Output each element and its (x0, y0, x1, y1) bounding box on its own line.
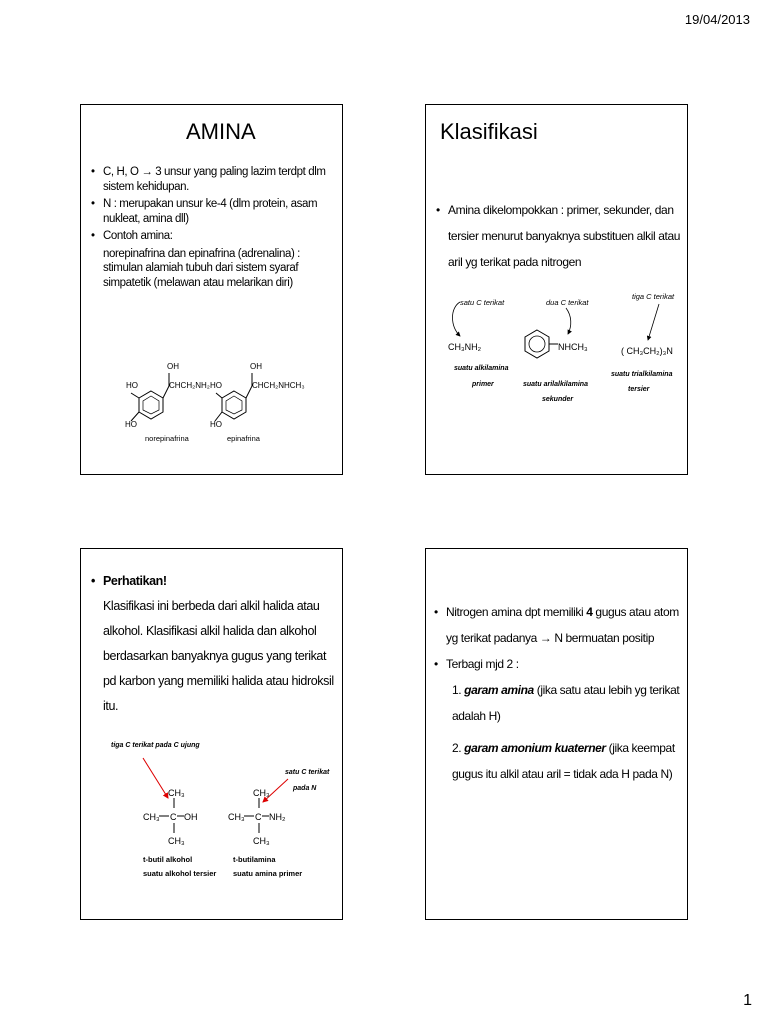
bullet-item (434, 599, 684, 651)
formula: NH₂ (269, 812, 286, 822)
item-term: garam amonium kuaterner (464, 741, 606, 755)
annotation-label: satu C terikat (460, 298, 505, 307)
slide-title: AMINA (186, 119, 256, 144)
formula: CH₃ (228, 812, 245, 822)
ho-label: HO (210, 420, 222, 429)
slide-klasifikasi (425, 104, 688, 475)
example-text: norepinafrina dan epinafrina (adrenalina) : stimulan alamiah tubuh dari sistem syaraf simpatetik (melawan atau melarikan diri) (103, 247, 300, 289)
bullet-item: • Contoh amina: (91, 229, 331, 244)
annotation-note: pada N (293, 785, 317, 792)
arrow (648, 304, 659, 340)
caption: suatu arilalkilamina (523, 381, 588, 388)
annotation-note: satu C terikat (285, 769, 330, 776)
bullet-list (434, 599, 684, 787)
red-arrow (143, 758, 168, 798)
side-chain-label: CHCH₂NH₂ (169, 381, 210, 390)
ho-label: HO (210, 381, 222, 390)
oh-label: OH (167, 362, 179, 371)
formula: C (170, 812, 177, 822)
arrow (566, 308, 571, 334)
formula: CH₃ (253, 788, 270, 798)
aromatic-circle (529, 336, 545, 352)
formula: OH (184, 812, 198, 822)
item-term: garam amina (464, 683, 534, 697)
bullet-list (91, 569, 336, 719)
caption: tersier (628, 386, 650, 393)
caption: suatu trialkilamina (611, 371, 673, 378)
molecule-name: suatu amina primer (233, 869, 303, 878)
benzene-ring (525, 330, 549, 358)
annotation-label: tiga C terikat (632, 292, 675, 301)
bullet-item: • Amina dikelompokkan : primer, sekunder, dan tersier menurut banyaknya substituen alkil atau aril yg terikat pada nitrogen (436, 197, 681, 275)
molecule-name: t-butilamina (233, 855, 276, 864)
bullet-text: gugus atau atom yg terikat padanya → N bermuatan positip (446, 605, 679, 645)
bullet-item: • N : merupakan unsur ke-4 (dlm protein, asam nukleat, amina dll) (91, 197, 331, 226)
formula: CH₃ (143, 812, 160, 822)
formula: CH₃NH₂ (448, 342, 482, 352)
caption: suatu alkilamina (454, 365, 509, 372)
item-text: (jika satu atau lebih yg terikat adalah H) (452, 683, 680, 723)
benzene-ring (222, 391, 246, 419)
paragraph: Klasifikasi ini berbeda dari alkil halida atau alkohol. Klasifikasi alkil halida dan alkohol berdasarkan banyaknya gugus yang terikat pd karbon yang memiliki halida atau hidroksil itu. (103, 599, 334, 713)
bullet-item: • C, H, O → 3 unsur yang paling lazim terdpt dlm sistem kehidupan. (91, 165, 331, 194)
date-header: 19/04/2013 (684, 12, 750, 27)
ho-label: HO (126, 381, 138, 390)
slide-nitrogen-amina (425, 548, 688, 920)
amine-classification-diagram (426, 290, 689, 420)
annotation-note: tiga C terikat pada C ujung (111, 742, 200, 749)
slide-amina (80, 104, 343, 475)
bullet-list (436, 197, 681, 275)
caption: primer (472, 381, 494, 388)
molecule-name: norepinafrina (145, 434, 189, 443)
benzene-inner-ring (226, 396, 242, 414)
slide-title: Klasifikasi (440, 119, 538, 144)
side-chain-label: CHCH₂NHCH₃ (252, 381, 305, 390)
benzene-ring (139, 391, 163, 419)
formula: NHCH₃ (558, 342, 588, 352)
numbered-item (434, 677, 684, 729)
caption: sekunder (542, 396, 574, 403)
bullet-item: • Perhatikan! (91, 569, 336, 594)
bullet-bold: 4 (586, 605, 593, 619)
molecule-name: suatu alkohol tersier (143, 869, 217, 878)
catecholamine-structures (81, 355, 344, 465)
bullet-list (91, 165, 331, 293)
arrow (453, 302, 461, 336)
formula: ( CH₃CH₂)₃N (621, 346, 673, 356)
oh-label: OH (250, 362, 262, 371)
numbered-item (434, 735, 684, 787)
formula: C (255, 812, 262, 822)
molecule-name: t-butil alkohol (143, 855, 193, 864)
bullet-text: Nitrogen amina dpt memiliki (446, 605, 587, 619)
benzene-inner-ring (143, 396, 159, 414)
formula: CH₃ (168, 836, 185, 846)
item-text: (jika keempat gugus itu alkil atau aril = tidak ada H pada N) (452, 741, 675, 781)
formula: CH₃ (168, 788, 185, 798)
page-number: 1 (743, 992, 752, 1009)
item-number: 1. (452, 683, 465, 697)
formula: CH₃ (253, 836, 270, 846)
bullet-item: • Terbagi mjd 2 : (434, 651, 684, 677)
ho-label: HO (125, 420, 137, 429)
annotation-label: dua C terikat (546, 298, 589, 307)
alcohol-amine-comparison-diagram (81, 734, 344, 894)
molecule-name: epinafrina (227, 434, 260, 443)
item-number: 2. (452, 741, 465, 755)
slide-perhatikan (80, 548, 343, 920)
